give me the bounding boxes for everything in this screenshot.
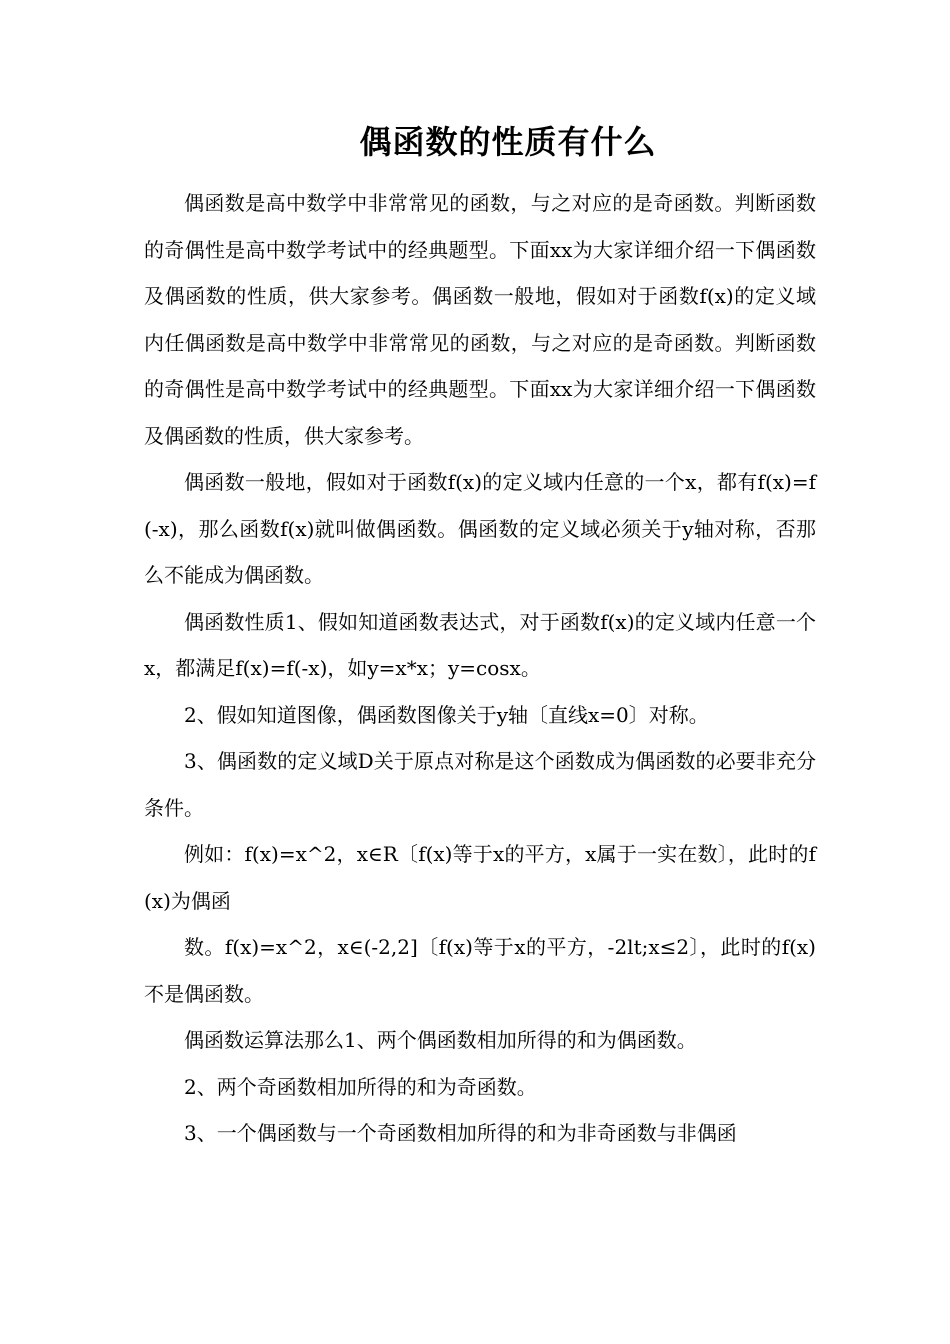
paragraph-rule-2: 2、两个奇函数相加所得的和为奇函数。 [184,1074,537,1099]
page-title: 偶函数的性质有什么 [359,123,657,161]
paragraph-example-1: 例如：f(x)=x^2，x∈R〔f(x)等于x的平方，x属于一实在数〕，此时的f(x)为偶函 [144,842,816,913]
paragraph-example-2: 数。f(x)=x^2，x∈(-2,2]〔f(x)等于x的平方，-2lt;x≤2〕，此时的f(x)不是偶函数。 [144,935,816,1006]
paragraph-definition: 偶函数一般地，假如对于函数f(x)的定义域内任意的一个x，都有f(x)=f(-x)，那么函数f(x)就叫做偶函数。偶函数的定义域必须关于y轴对称，否那么不能成为偶函数。 [144,470,816,587]
document-body [144,180,816,1157]
paragraph-rule-3: 3、一个偶函数与一个奇函数相加所得的和为非奇函数与非偶函 [184,1121,737,1145]
paragraph-property-2: 2、假如知道图像，偶函数图像关于y轴〔直线x=0〕对称。 [184,702,709,727]
paragraph-property-3: 3、偶函数的定义域D关于原点对称是这个函数成为偶函数的必要非充分条件。 [144,749,816,820]
paragraph-rule-1: 偶函数运算法那么1、两个偶函数相加所得的和为偶函数。 [184,1028,697,1052]
paragraph-property-1: 偶函数性质1、假如知道函数表达式，对于函数f(x)的定义域内任意一个x，都满足f(x)=f(-x)，如y=x*x；y=cosx。 [144,609,816,680]
paragraph-intro: 偶函数是高中数学中非常常见的函数，与之对应的是奇函数。判断函数的奇偶性是高中数学考试中的经典题型。下面xx为大家详细介绍一下偶函数及偶函数的性质，供大家参考。偶函数一般地，假如对于函数f(x)的定义域内任偶函数是高中数学中非常常见的函数，与之对应的是奇函数。判断函数的奇偶性是高中数学考试中的经典题型。下面xx为大家详细介绍一下偶函数及偶函数的性质，供大家参考。 [144,191,816,448]
